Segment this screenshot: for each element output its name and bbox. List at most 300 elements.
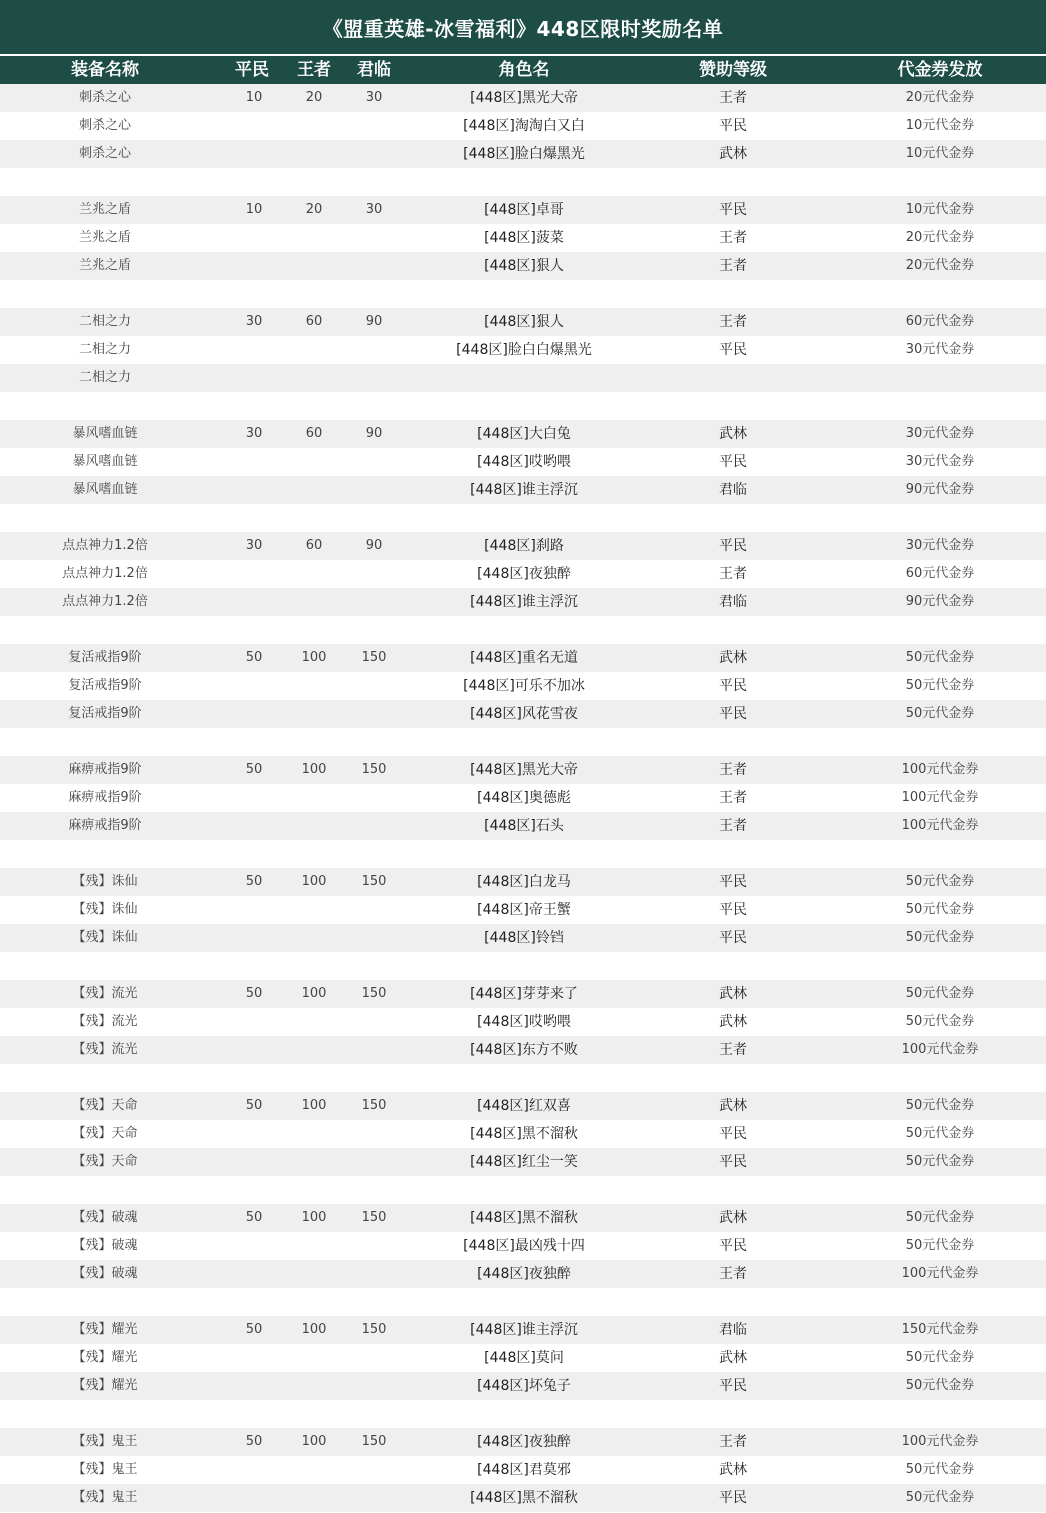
table-row [0,1344,1046,1372]
coupon-cell: 100元代金券 [901,1042,979,1057]
table-row [0,1092,1046,1120]
equip-name-cell: 【残】流光 [72,1014,138,1029]
coupon-cell: 50元代金券 [905,678,975,693]
pingmin-value-cell: 30 [245,314,263,329]
wangzhe-value-cell: 100 [301,1434,327,1449]
table-row [0,532,1046,560]
role-name-cell: [448区]红双喜 [477,1098,571,1114]
role-name-cell: [448区]东方不败 [470,1042,578,1058]
wangzhe-value-cell [284,924,344,952]
role-name-cell: [448区]黑不溜秋 [470,1490,578,1506]
sponsor-level-cell: 君临 [719,1322,747,1338]
table-row [0,896,1046,924]
wangzhe-value-cell: 60 [305,538,323,553]
wangzhe-value-cell [284,112,344,140]
sponsor-level-cell: 君临 [719,482,747,498]
role-name-cell: [448区]脸白爆黑光 [463,146,585,162]
coupon-cell: 90元代金券 [905,594,975,609]
junlin-value-cell: 150 [361,1098,387,1113]
equip-name-cell: 暴风嗜血链 [72,454,138,469]
wangzhe-value-cell: 100 [301,650,327,665]
sponsor-level-cell: 平民 [719,1490,747,1506]
group-spacer [0,1400,1046,1428]
wangzhe-value-cell: 100 [301,1098,327,1113]
junlin-value-cell [344,1148,404,1176]
coupon-cell: 50元代金券 [905,1098,975,1113]
role-name-cell: [448区]白龙马 [477,874,571,890]
sponsor-level-cell: 王者 [719,258,747,274]
pingmin-value-cell [224,336,284,364]
equip-name-cell: 【残】流光 [72,1042,138,1057]
header-sponsor-level: 赞助等级 [699,60,767,80]
equip-name-cell: 【残】破魂 [72,1210,138,1225]
junlin-value-cell [344,1120,404,1148]
pingmin-value-cell [224,224,284,252]
sponsor-level-cell: 平民 [719,1378,747,1394]
equip-name-cell: 刺杀之心 [78,146,131,161]
sponsor-level-cell: 王者 [719,230,747,246]
junlin-value-cell [344,812,404,840]
pingmin-value-cell [224,252,284,280]
table-row [0,784,1046,812]
role-name-cell: [448区]夜独醉 [477,1434,571,1450]
junlin-value-cell: 90 [365,426,383,441]
pingmin-value-cell [224,1120,284,1148]
pingmin-value-cell [224,112,284,140]
table-row [0,1428,1046,1456]
pingmin-value-cell [224,784,284,812]
table-row [0,112,1046,140]
coupon-cell: 50元代金券 [905,706,975,721]
pingmin-value-cell: 50 [245,874,263,889]
sponsor-level-cell [658,364,808,392]
wangzhe-value-cell [284,1344,344,1372]
header-coupon: 代金券发放 [897,60,983,80]
group-spacer [0,280,1046,308]
table-row [0,560,1046,588]
equip-name-cell: 二相之力 [78,342,131,357]
role-name-cell: [448区]莫问 [484,1350,564,1366]
pingmin-value-cell [224,140,284,168]
coupon-cell: 60元代金券 [905,314,975,329]
junlin-value-cell [344,140,404,168]
equip-name-cell: 【残】流光 [72,986,138,1001]
role-name-cell: [448区]重名无道 [470,650,578,666]
junlin-value-cell: 150 [361,650,387,665]
table-row [0,1456,1046,1484]
role-name-cell: [448区]芽芽来了 [470,986,578,1002]
equip-name-cell: 【残】诛仙 [72,874,138,889]
wangzhe-value-cell [284,672,344,700]
coupon-cell: 100元代金券 [901,1434,979,1449]
equip-name-cell: 点点神力1.2倍 [62,566,148,581]
equip-name-cell: 麻痹戒指9阶 [68,762,142,777]
junlin-value-cell [344,700,404,728]
junlin-value-cell [344,252,404,280]
sponsor-level-cell: 王者 [719,566,747,582]
sponsor-level-cell: 平民 [719,930,747,946]
group-spacer [0,952,1046,980]
pingmin-value-cell [224,700,284,728]
equip-name-cell: 复活戒指9阶 [68,706,142,721]
role-name-cell: [448区]红尘一笑 [470,1154,578,1170]
table-row [0,672,1046,700]
equip-name-cell: 刺杀之心 [78,90,131,105]
sponsor-level-cell: 平民 [719,202,747,218]
sponsor-level-cell: 平民 [719,1154,747,1170]
sponsor-level-cell: 武林 [719,1350,747,1366]
coupon-cell: 50元代金券 [905,1154,975,1169]
header-equip-name: 装备名称 [71,60,139,80]
sponsor-level-cell: 平民 [719,342,747,358]
sponsor-level-cell: 王者 [719,762,747,778]
sponsor-level-cell: 武林 [719,650,747,666]
pingmin-value-cell [224,364,284,392]
junlin-value-cell [344,1456,404,1484]
equip-name-cell: 【残】天命 [72,1098,138,1113]
equip-name-cell: 【残】鬼王 [72,1434,138,1449]
table-row [0,980,1046,1008]
sponsor-level-cell: 王者 [719,1434,747,1450]
group-spacer [0,616,1046,644]
wangzhe-value-cell [284,476,344,504]
table-row [0,1260,1046,1288]
sponsor-level-cell: 平民 [719,678,747,694]
sponsor-level-cell: 王者 [719,1042,747,1058]
pingmin-value-cell [224,1372,284,1400]
wangzhe-value-cell [284,1260,344,1288]
table-row [0,1036,1046,1064]
sponsor-level-cell: 王者 [719,818,747,834]
junlin-value-cell [344,112,404,140]
pingmin-value-cell: 10 [245,202,263,217]
equip-name-cell: 二相之力 [78,314,131,329]
sponsor-level-cell: 武林 [719,426,747,442]
sponsor-level-cell: 平民 [719,902,747,918]
role-name-cell: [448区]脸白白爆黑光 [456,342,592,358]
pingmin-value-cell [224,1008,284,1036]
wangzhe-value-cell: 60 [305,314,323,329]
pingmin-value-cell: 50 [245,1098,263,1113]
role-name-cell: [448区]黑光大帝 [470,90,578,106]
role-name-cell: [448区]哎哟喂 [477,454,571,470]
table-row [0,1148,1046,1176]
pingmin-value-cell [224,896,284,924]
sponsor-level-cell: 平民 [719,706,747,722]
equip-name-cell: 麻痹戒指9阶 [68,818,142,833]
equip-name-cell: 【残】耀光 [72,1378,138,1393]
role-name-cell: [448区]君莫邪 [477,1462,571,1478]
table-row [0,84,1046,112]
table-row [0,476,1046,504]
wangzhe-value-cell [284,560,344,588]
page-title: 《盟重英雄-冰雪福利》448区限时奖励名单 [0,0,1046,56]
coupon-cell: 50元代金券 [905,1126,975,1141]
wangzhe-value-cell [284,1484,344,1512]
pingmin-value-cell: 50 [245,1322,263,1337]
equip-name-cell: 【残】天命 [72,1126,138,1141]
coupon-cell [840,364,1040,392]
table-row [0,140,1046,168]
sponsor-level-cell: 王者 [719,90,747,106]
table-row [0,196,1046,224]
table-row [0,1204,1046,1232]
junlin-value-cell [344,476,404,504]
junlin-value-cell: 90 [365,538,383,553]
pingmin-value-cell: 10 [245,90,263,105]
coupon-cell: 50元代金券 [905,1210,975,1225]
coupon-cell: 50元代金券 [905,986,975,1001]
role-name-cell: [448区]奥德彪 [477,790,571,806]
junlin-value-cell [344,588,404,616]
equip-name-cell: 刺杀之心 [78,118,131,133]
role-name-cell: [448区]菠菜 [484,230,564,246]
group-spacer [0,392,1046,420]
role-name-cell: [448区]淘淘白又白 [463,118,585,134]
group-spacer [0,1176,1046,1204]
equip-name-cell: 【残】诛仙 [72,930,138,945]
sponsor-level-cell: 平民 [719,1238,747,1254]
sponsor-level-cell: 平民 [719,454,747,470]
group-spacer [0,728,1046,756]
wangzhe-value-cell [284,1232,344,1260]
sponsor-level-cell: 王者 [719,1266,747,1282]
wangzhe-value-cell [284,700,344,728]
coupon-cell: 60元代金券 [905,566,975,581]
wangzhe-value-cell [284,140,344,168]
junlin-value-cell [344,1036,404,1064]
role-name-cell: [448区]最凶残十四 [463,1238,585,1254]
role-name-cell: [448区]可乐不加冰 [463,678,585,694]
wangzhe-value-cell [284,812,344,840]
wangzhe-value-cell: 100 [301,1210,327,1225]
sponsor-level-cell: 武林 [719,1210,747,1226]
header-wangzhe: 王者 [297,60,331,80]
pingmin-value-cell [224,1456,284,1484]
junlin-value-cell [344,1008,404,1036]
sponsor-level-cell: 武林 [719,1462,747,1478]
pingmin-value-cell [224,560,284,588]
equip-name-cell: 复活戒指9阶 [68,678,142,693]
pingmin-value-cell [224,924,284,952]
pingmin-value-cell [224,1148,284,1176]
pingmin-value-cell: 30 [245,538,263,553]
coupon-cell: 50元代金券 [905,1490,975,1505]
table-row [0,308,1046,336]
equip-name-cell: 【残】诛仙 [72,902,138,917]
group-spacer [0,1288,1046,1316]
junlin-value-cell [344,448,404,476]
role-name-cell: [448区]石头 [484,818,564,834]
pingmin-value-cell [224,588,284,616]
table-row [0,812,1046,840]
coupon-cell: 30元代金券 [905,342,975,357]
coupon-cell: 10元代金券 [905,146,975,161]
wangzhe-value-cell [284,336,344,364]
junlin-value-cell [344,1260,404,1288]
coupon-cell: 100元代金券 [901,790,979,805]
coupon-cell: 50元代金券 [905,1014,975,1029]
wangzhe-value-cell [284,1120,344,1148]
group-spacer [0,504,1046,532]
coupon-cell: 50元代金券 [905,650,975,665]
coupon-cell: 20元代金券 [905,230,975,245]
table-row [0,588,1046,616]
pingmin-value-cell: 50 [245,762,263,777]
table-row [0,868,1046,896]
equip-name-cell: 暴风嗜血链 [72,482,138,497]
junlin-value-cell [344,364,404,392]
pingmin-value-cell [224,672,284,700]
pingmin-value-cell: 30 [245,426,263,441]
pingmin-value-cell: 50 [245,1210,263,1225]
table-row [0,1232,1046,1260]
role-name-cell: [448区]谁主浮沉 [470,482,578,498]
wangzhe-value-cell [284,1456,344,1484]
coupon-cell: 10元代金券 [905,202,975,217]
coupon-cell: 50元代金券 [905,902,975,917]
wangzhe-value-cell [284,896,344,924]
role-name-cell: [448区]刹路 [484,538,564,554]
junlin-value-cell: 30 [365,90,383,105]
equip-name-cell: 兰兆之盾 [78,202,131,217]
junlin-value-cell [344,336,404,364]
role-name-cell: [448区]大白兔 [477,426,571,442]
equip-name-cell: 【残】鬼王 [72,1462,138,1477]
equip-name-cell: 点点神力1.2倍 [62,594,148,609]
table-row [0,1316,1046,1344]
role-name-cell: [448区]哎哟喂 [477,1014,571,1030]
coupon-cell: 20元代金券 [905,258,975,273]
coupon-cell: 20元代金券 [905,90,975,105]
pingmin-value-cell [224,1260,284,1288]
coupon-cell: 100元代金券 [901,762,979,777]
junlin-value-cell [344,1232,404,1260]
role-name-cell: [448区]狠人 [484,314,564,330]
table-row [0,224,1046,252]
junlin-value-cell [344,924,404,952]
wangzhe-value-cell [284,1148,344,1176]
equip-name-cell: 【残】破魂 [72,1238,138,1253]
junlin-value-cell [344,224,404,252]
wangzhe-value-cell: 100 [301,874,327,889]
wangzhe-value-cell: 100 [301,986,327,1001]
equip-name-cell: 麻痹戒指9阶 [68,790,142,805]
coupon-cell: 30元代金券 [905,538,975,553]
table-row [0,756,1046,784]
wangzhe-value-cell: 100 [301,1322,327,1337]
group-spacer [0,1064,1046,1092]
table-row [0,644,1046,672]
junlin-value-cell: 150 [361,1434,387,1449]
wangzhe-value-cell: 100 [301,762,327,777]
role-name-cell: [448区]黑不溜秋 [470,1210,578,1226]
role-name-cell: [448区]谁主浮沉 [470,594,578,610]
equip-name-cell: 【残】鬼王 [72,1490,138,1505]
wangzhe-value-cell: 60 [305,426,323,441]
pingmin-value-cell: 50 [245,650,263,665]
equip-name-cell: 【残】耀光 [72,1350,138,1365]
wangzhe-value-cell [284,364,344,392]
table-body [0,84,1046,1512]
sponsor-level-cell: 平民 [719,874,747,890]
table-row [0,1008,1046,1036]
pingmin-value-cell: 50 [245,986,263,1001]
coupon-cell: 50元代金券 [905,874,975,889]
table-row [0,420,1046,448]
header-junlin: 君临 [357,60,391,80]
junlin-value-cell: 90 [365,314,383,329]
sponsor-level-cell: 武林 [719,146,747,162]
pingmin-value-cell [224,812,284,840]
table-row [0,252,1046,280]
table-row [0,924,1046,952]
pingmin-value-cell [224,1484,284,1512]
table-row [0,1484,1046,1512]
pingmin-value-cell: 50 [245,1434,263,1449]
wangzhe-value-cell [284,1008,344,1036]
wangzhe-value-cell [284,1036,344,1064]
role-name-cell: [448区]卓哥 [484,202,564,218]
sponsor-level-cell: 武林 [719,1014,747,1030]
sponsor-level-cell: 君临 [719,594,747,610]
junlin-value-cell: 30 [365,202,383,217]
role-name-cell: [448区]黑不溜秋 [470,1126,578,1142]
wangzhe-value-cell [284,1372,344,1400]
coupon-cell: 50元代金券 [905,1350,975,1365]
sponsor-level-cell: 王者 [719,790,747,806]
junlin-value-cell [344,896,404,924]
coupon-cell: 30元代金券 [905,454,975,469]
role-name-cell: [448区]风花雪夜 [470,706,578,722]
wangzhe-value-cell [284,588,344,616]
sponsor-level-cell: 王者 [719,314,747,330]
coupon-cell: 150元代金券 [901,1322,979,1337]
table-row [0,448,1046,476]
sponsor-level-cell: 平民 [719,118,747,134]
wangzhe-value-cell [284,224,344,252]
equip-name-cell: 【残】破魂 [72,1266,138,1281]
junlin-value-cell [344,784,404,812]
role-name-cell [404,364,644,392]
header-role-name: 角色名 [498,60,550,80]
table-header [0,56,1046,84]
header-pingmin: 平民 [235,60,269,80]
table-row [0,700,1046,728]
group-spacer [0,168,1046,196]
junlin-value-cell: 150 [361,874,387,889]
pingmin-value-cell [224,1232,284,1260]
table-row [0,1372,1046,1400]
coupon-cell: 50元代金券 [905,1462,975,1477]
coupon-cell: 30元代金券 [905,426,975,441]
role-name-cell: [448区]黑光大帝 [470,762,578,778]
role-name-cell: [448区]帝王蟹 [477,902,571,918]
junlin-value-cell [344,1372,404,1400]
coupon-cell: 100元代金券 [901,818,979,833]
coupon-cell: 50元代金券 [905,1378,975,1393]
equip-name-cell: 点点神力1.2倍 [62,538,148,553]
junlin-value-cell [344,672,404,700]
equip-name-cell: 兰兆之盾 [78,230,131,245]
sponsor-level-cell: 平民 [719,1126,747,1142]
sponsor-level-cell: 平民 [719,538,747,554]
role-name-cell: [448区]狠人 [484,258,564,274]
coupon-cell: 90元代金券 [905,482,975,497]
table-row [0,336,1046,364]
wangzhe-value-cell: 20 [305,90,323,105]
junlin-value-cell [344,1484,404,1512]
